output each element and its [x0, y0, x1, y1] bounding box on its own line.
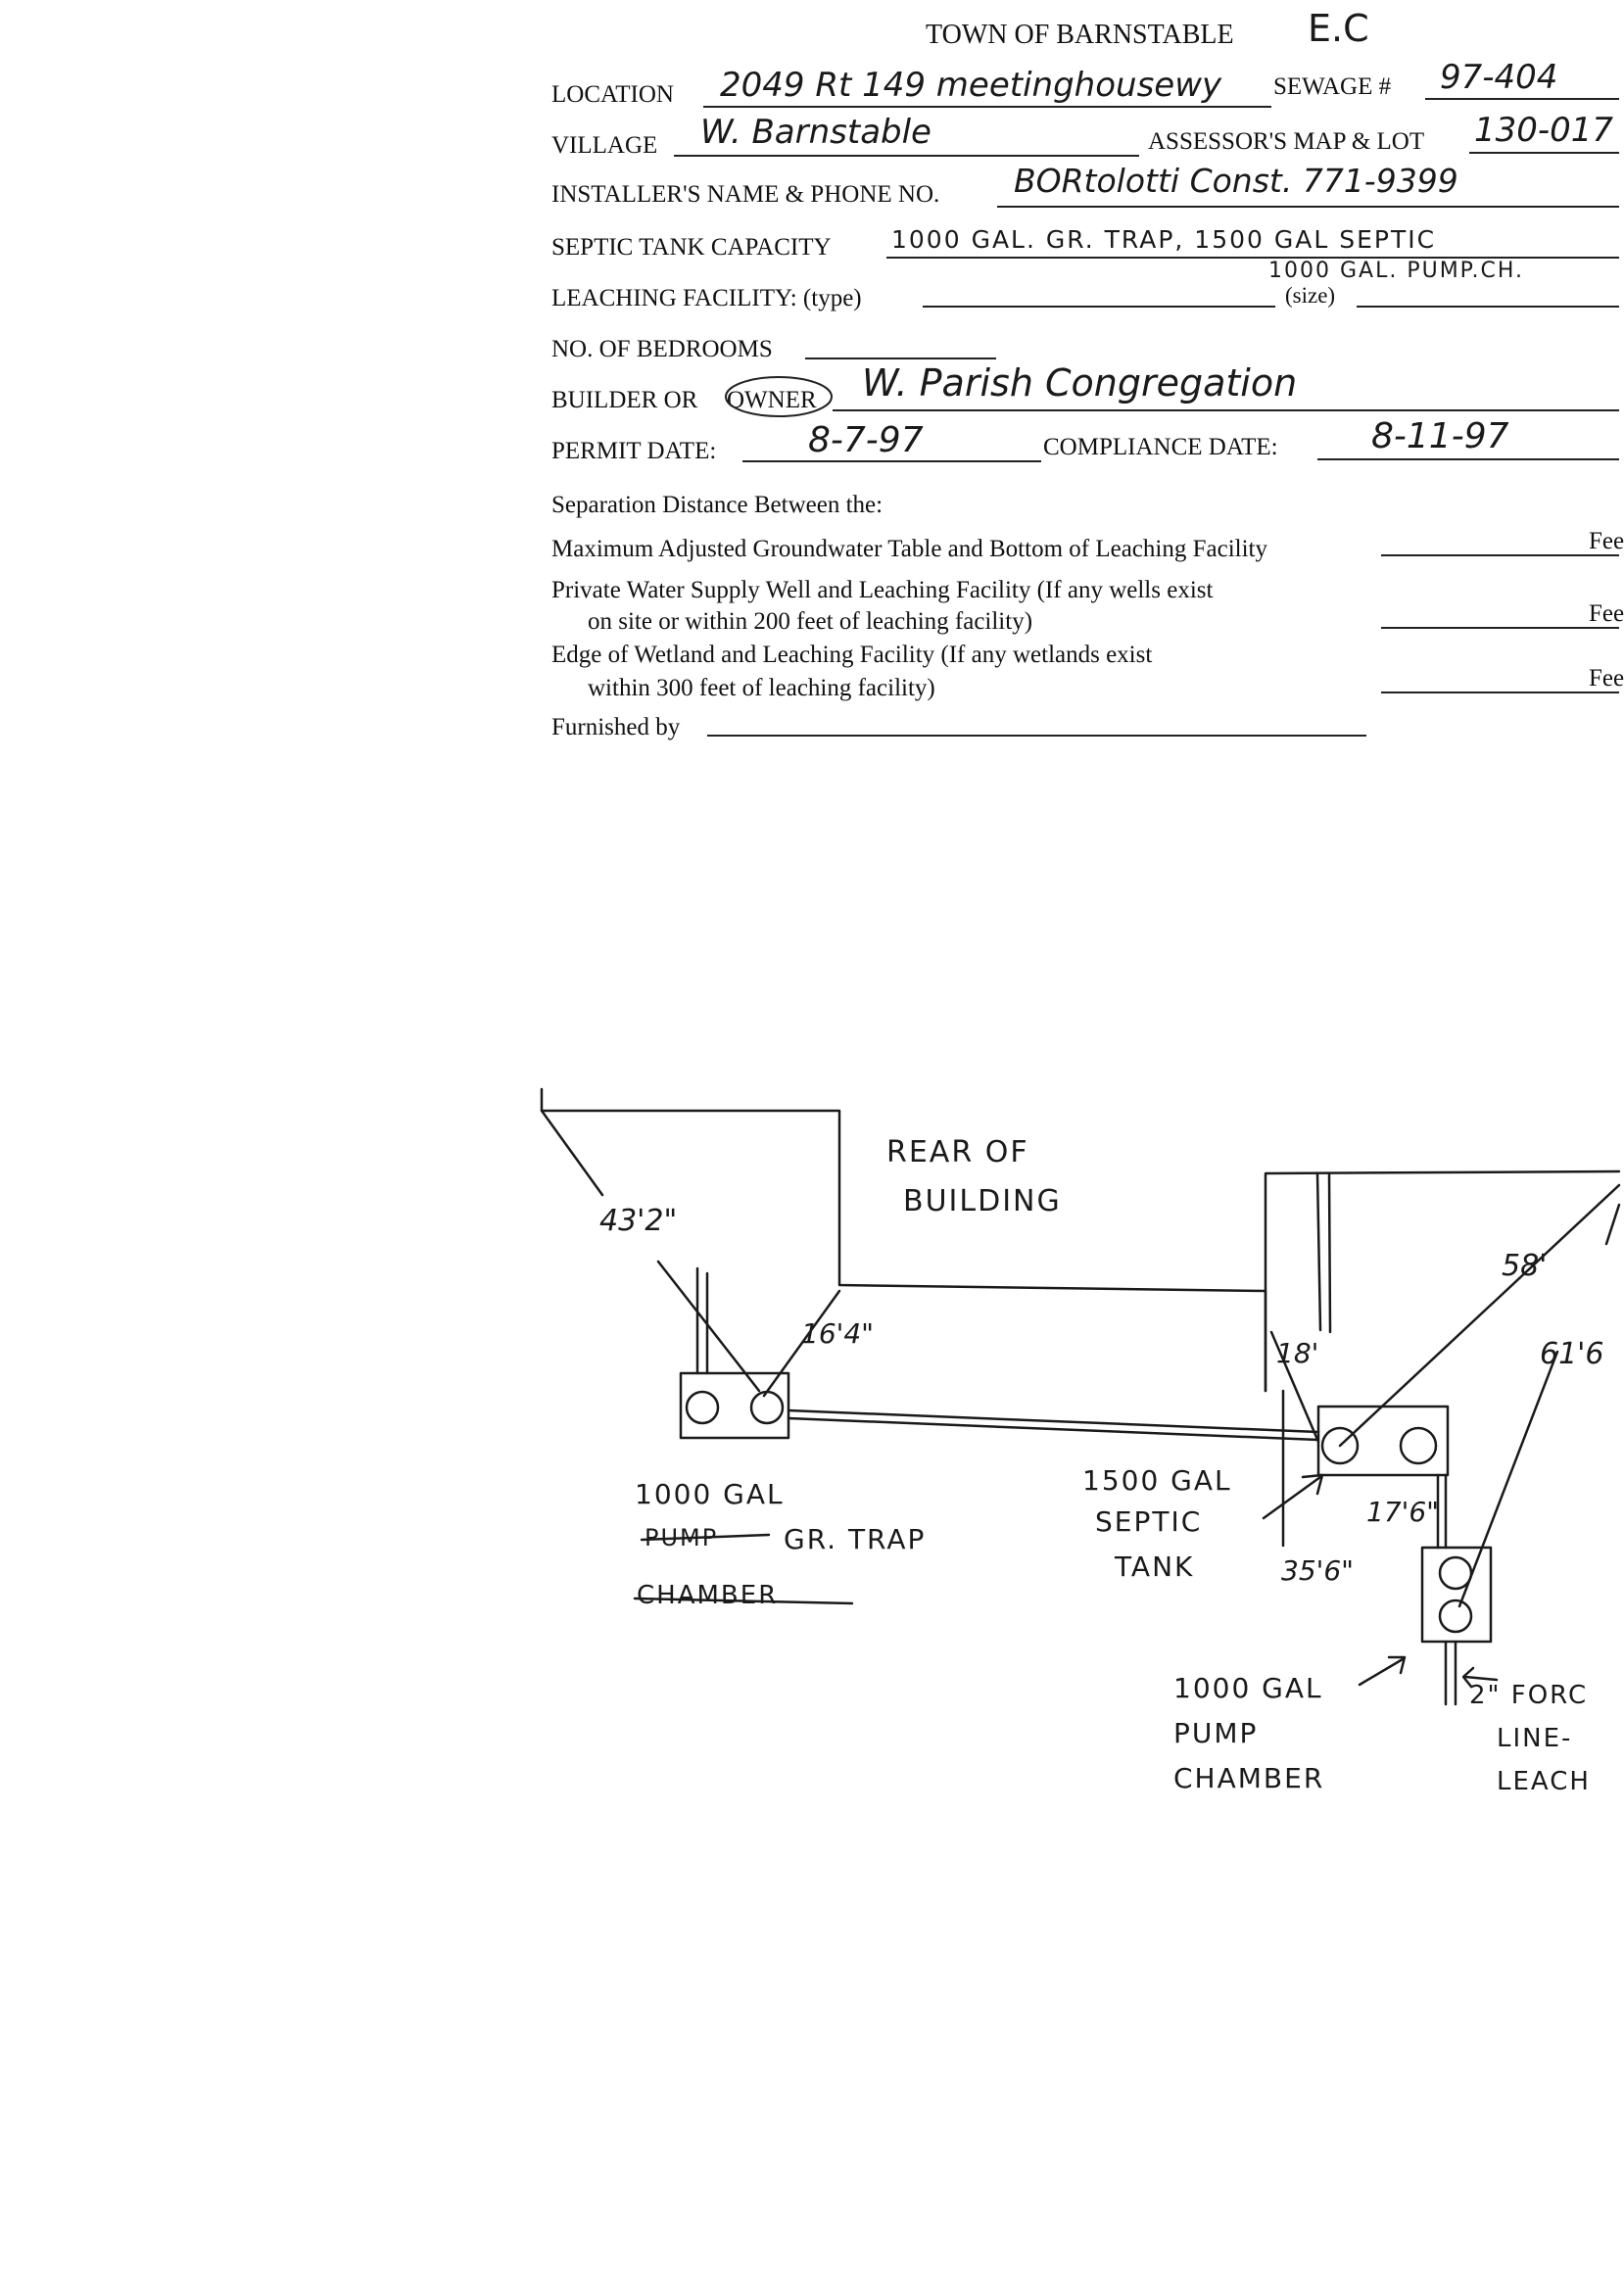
form-title: TOWN OF BARNSTABLE	[926, 20, 1234, 50]
separation-row-well-cont: on site or within 200 feet of leaching facility)	[588, 608, 1033, 635]
map-lot-value: 130-017	[1474, 111, 1614, 150]
septic-tank-label-3: TANK	[1115, 1551, 1195, 1583]
grease-trap-label-1: 1000 GAL	[635, 1478, 785, 1510]
bedrooms-label: NO. OF BEDROOMS	[551, 336, 773, 362]
compliance-date-value: 8-11-97	[1371, 416, 1509, 456]
septic-value: 1000 GAL. GR. TRAP, 1500 GAL SEPTIC	[891, 225, 1437, 254]
dimension-35ft: 35'6"	[1281, 1554, 1355, 1587]
grease-trap-label-3: CHAMBER	[637, 1581, 779, 1610]
dimension-43ft: 43'2"	[599, 1204, 678, 1238]
separation-row-wetland-cont: within 300 feet of leaching facility)	[588, 675, 935, 701]
grease-trap-label-2: GR. TRAP	[784, 1523, 927, 1555]
pump-chamber-label-1: 1000 GAL	[1173, 1672, 1323, 1704]
sewage-value: 97-404	[1440, 58, 1558, 97]
permit-date-label: PERMIT DATE:	[551, 438, 717, 464]
feet-unit-1: Fee	[1589, 528, 1624, 554]
furnished-by-label: Furnished by	[551, 714, 681, 740]
grease-trap-struck-word: PUMP	[645, 1524, 719, 1551]
feet-unit-2: Fee	[1589, 600, 1624, 627]
pump-chamber-label-3: CHAMBER	[1173, 1762, 1325, 1794]
force-line-label-2: LINE-	[1497, 1724, 1573, 1753]
inspector-initials: E.C	[1308, 7, 1369, 50]
pump-chamber-label-2: PUMP	[1173, 1717, 1259, 1749]
separation-heading: Separation Distance Between the:	[551, 492, 884, 518]
dimension-16ft: 16'4"	[801, 1317, 875, 1350]
septic-tank-label-2: SEPTIC	[1095, 1505, 1203, 1538]
installer-label: INSTALLER'S NAME & PHONE NO.	[551, 181, 940, 208]
separation-row-wetland: Edge of Wetland and Leaching Facility (If any wetlands exist	[551, 642, 1153, 668]
owner-value: W. Parish Congregation	[862, 361, 1298, 405]
map-lot-label: ASSESSOR'S MAP & LOT	[1148, 128, 1425, 155]
permit-date-value: 8-7-97	[808, 420, 924, 460]
village-label: VILLAGE	[551, 132, 658, 159]
rear-of-building-label: REAR OF	[886, 1135, 1029, 1169]
septic-tank-label-1: 1500 GAL	[1082, 1464, 1232, 1497]
dimension-18ft: 18'	[1276, 1337, 1319, 1369]
village-value: W. Barnstable	[700, 113, 931, 152]
pump-chamber-note: 1000 GAL. PUMP.CH.	[1268, 259, 1525, 283]
compliance-date-label: COMPLIANCE DATE:	[1043, 434, 1278, 460]
rear-of-building-label-2: BUILDING	[903, 1184, 1062, 1218]
separation-row-well: Private Water Supply Well and Leaching Facility (If any wells exist	[551, 577, 1214, 603]
location-value: 2049 Rt 149 meetinghousewy	[720, 66, 1222, 105]
owner-label: OWNER	[727, 387, 817, 413]
dimension-17ft: 17'6"	[1366, 1496, 1440, 1528]
builder-label: BUILDER OR	[551, 387, 698, 413]
septic-label: SEPTIC TANK CAPACITY	[551, 234, 832, 261]
separation-row-groundwater: Maximum Adjusted Groundwater Table and Bottom of Leaching Facility	[551, 536, 1267, 562]
force-line-label-1: 2" FORC	[1469, 1681, 1589, 1710]
leaching-label: LEACHING FACILITY: (type)	[551, 285, 862, 311]
dimension-58ft: 58'	[1502, 1249, 1548, 1283]
size-label: (size)	[1285, 283, 1336, 308]
feet-unit-3: Fee	[1589, 665, 1624, 692]
force-line-label-3: LEACH	[1497, 1767, 1591, 1796]
installer-value: BORtolotti Const. 771-9399	[1014, 162, 1458, 200]
sewage-label: SEWAGE #	[1273, 73, 1392, 100]
location-label: LOCATION	[551, 81, 674, 108]
dimension-61ft: 61'6	[1540, 1337, 1604, 1371]
